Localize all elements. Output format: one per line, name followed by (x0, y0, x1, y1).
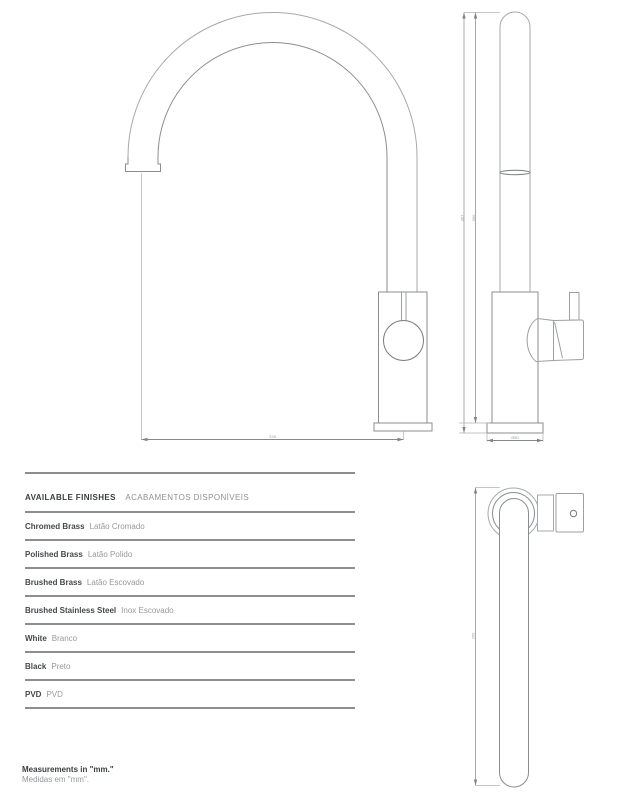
finish-row-black (25, 653, 355, 681)
handle-end-square (556, 494, 584, 533)
height-arrow-inner-top (474, 13, 477, 19)
base-arrow-left (487, 439, 493, 442)
finish-name-pt: Latão Polido (87, 549, 133, 559)
height-outer-label: 367 (459, 214, 465, 222)
handle-connector-plan (538, 495, 554, 531)
finish-row-white (25, 625, 355, 653)
spout-outlet-seam (500, 170, 530, 174)
measurements-note (22, 765, 114, 785)
finish-name-en: Chromed Brass (25, 521, 85, 531)
finish-row-brushed-brass (25, 569, 355, 597)
column-outline (500, 12, 530, 292)
finishes-table-header (25, 474, 355, 513)
measurements-note-en: Measurements in "mm." (22, 765, 114, 774)
finish-name-en: Polished Brass (25, 549, 83, 559)
height-inner-label: 360 (471, 214, 476, 222)
handle-knob-circle (384, 321, 424, 361)
height-arrow-inner-bottom (474, 417, 477, 423)
base-flange-side (487, 423, 543, 433)
length-label: 250 (470, 632, 476, 640)
length-arrow-bottom (474, 780, 477, 786)
reach-arrow-right (398, 438, 404, 441)
handle-stick (570, 293, 580, 321)
handle-lever (554, 320, 584, 361)
finishes-title-en: AVAILABLE FINISHES (25, 493, 116, 502)
spout-outer-arc (128, 12, 417, 292)
finish-name-en: White (25, 633, 47, 643)
length-arrow-top (474, 488, 477, 494)
reach-arrow-left (142, 438, 148, 441)
finish-name-en: PVD (25, 689, 42, 699)
finish-row-chromed-brass (25, 513, 355, 541)
finish-name-pt: Branco (51, 633, 78, 643)
finishes-title-pt: ACABAMENTOS DISPONÍVEIS (125, 493, 250, 502)
spout-inner-arc (158, 43, 387, 292)
finish-row-brushed-stainless-steel (25, 597, 355, 625)
top-view-drawing (471, 488, 584, 788)
finish-row-pvd (25, 681, 355, 709)
finishes-table (25, 472, 355, 709)
spout-capsule (500, 499, 529, 788)
faucet-body-side (492, 292, 538, 423)
handle-collar (527, 319, 553, 362)
finish-name-en: Brushed Stainless Steel (25, 605, 117, 615)
side-view-drawing (459, 12, 584, 442)
spout-nozzle (126, 157, 161, 172)
height-arrow-outer-top (462, 13, 465, 19)
finish-name-pt: Latão Cromado (89, 521, 145, 531)
finish-name-pt: Inox Escovado (121, 605, 174, 615)
faucet-body-front (379, 292, 428, 423)
measurements-note-pt: Medidas em "mm". (22, 775, 90, 784)
height-arrow-outer-bottom (462, 427, 465, 433)
finish-name-pt: PVD (46, 689, 63, 699)
base-width-label: Ø50 (511, 435, 519, 440)
finish-row-polished-brass (25, 541, 355, 569)
reach-dimension-label: 228 (269, 434, 276, 439)
base-flange-front (374, 423, 432, 431)
finish-name-pt: Latão Escovado (86, 577, 145, 587)
base-arrow-right (537, 439, 543, 442)
handle-lever-edge (555, 322, 563, 358)
finish-name-en: Black (25, 661, 47, 671)
finish-name-en: Brushed Brass (25, 577, 82, 587)
front-view-drawing (126, 12, 433, 441)
finish-name-pt: Preto (51, 661, 71, 671)
